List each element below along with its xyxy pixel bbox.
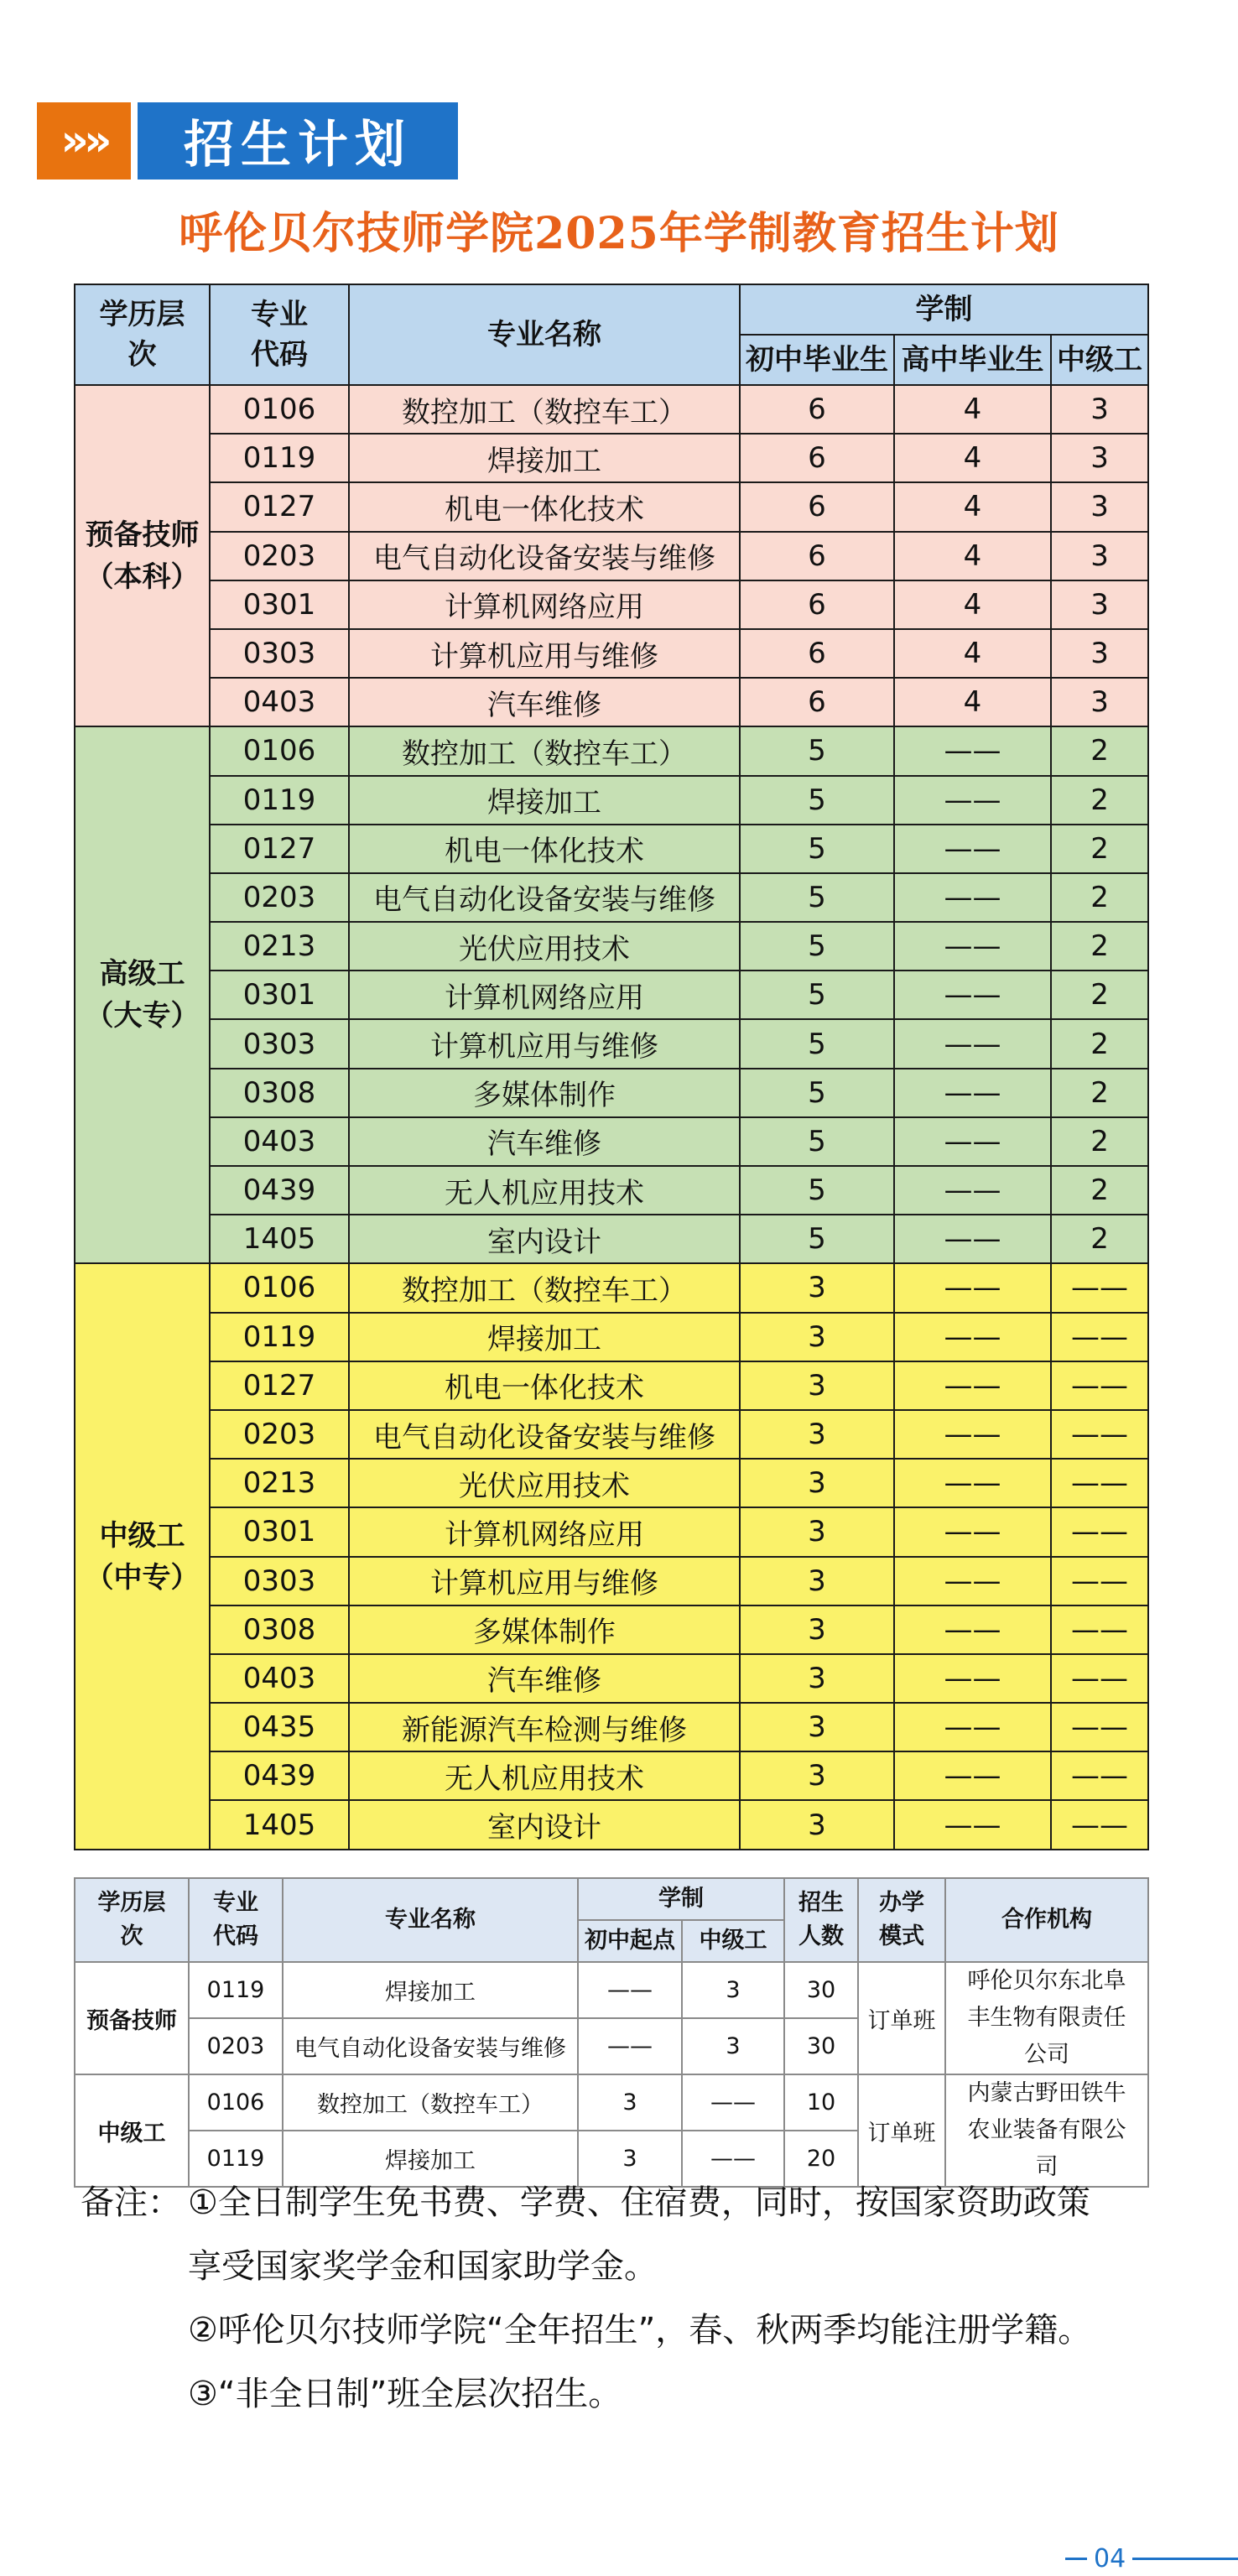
junior-cell: 5	[740, 1069, 894, 1117]
name-cell: 新能源汽车检测与维修	[349, 1703, 740, 1751]
mid-cell: 2	[1051, 776, 1148, 825]
level-cell: 中级工（中专）	[75, 1263, 210, 1849]
junior-cell: 5	[740, 776, 894, 825]
code-cell: 0119	[189, 2131, 283, 2187]
table-row	[75, 2074, 1148, 2131]
junior-cell: 5	[740, 1117, 894, 1166]
code-cell: 0439	[210, 1166, 349, 1215]
mid-cell: 2	[1051, 825, 1148, 873]
mid-cell: ——	[1051, 1800, 1148, 1849]
table-row	[75, 434, 1148, 482]
sub-header-mid: 中级工	[682, 1920, 784, 1962]
senior-cell: ——	[894, 1166, 1051, 1215]
sub-header-count: 招生人数	[784, 1878, 858, 1962]
name-cell: 计算机网络应用	[349, 580, 740, 629]
code-cell: 0303	[210, 629, 349, 678]
senior-cell: 4	[894, 482, 1051, 531]
senior-cell: ——	[894, 1507, 1051, 1556]
junior-cell: 6	[740, 629, 894, 678]
mid-cell: 2	[1051, 726, 1148, 775]
sub-header-partner: 合作机构	[945, 1878, 1148, 1962]
senior-cell: ——	[894, 873, 1051, 922]
page-number-dash	[1065, 2558, 1087, 2560]
note-3: ③“非全日制”班全层次招生。	[188, 2375, 622, 2413]
junior-cell: 5	[740, 971, 894, 1019]
code-cell: 0308	[210, 1069, 349, 1117]
name-cell: 计算机应用与维修	[349, 629, 740, 678]
mid-cell: 3	[1051, 434, 1148, 482]
code-cell: 0303	[210, 1019, 349, 1068]
level-cell: 预备技师（本科）	[75, 385, 210, 726]
junior-cell: 3	[740, 1263, 894, 1312]
mid-cell: ——	[1051, 1313, 1148, 1361]
senior-cell: ——	[894, 726, 1051, 775]
name-cell: 数控加工（数控车工）	[349, 726, 740, 775]
code-cell: 0106	[189, 2074, 283, 2131]
mid-cell: 3	[1051, 629, 1148, 678]
senior-cell: ——	[894, 776, 1051, 825]
table-row	[75, 1557, 1148, 1605]
notes-label: 备注：	[81, 2183, 181, 2222]
name-cell: 焊接加工	[349, 434, 740, 482]
table-row	[75, 726, 1148, 775]
junior-cell: 5	[740, 726, 894, 775]
senior-cell: ——	[894, 1459, 1051, 1507]
table-row	[75, 629, 1148, 678]
table-row	[75, 776, 1148, 825]
sub-header-name: 专业名称	[283, 1878, 578, 1962]
sub-header-level: 学历层次	[75, 1878, 189, 1962]
header-senior: 高中毕业生	[894, 335, 1051, 385]
junior-cell: 3	[740, 1605, 894, 1654]
name-cell: 电气自动化设备安装与维修	[283, 2018, 578, 2074]
name-cell: 焊接加工	[283, 2131, 578, 2187]
junior-cell: 6	[740, 532, 894, 580]
name-cell: 无人机应用技术	[349, 1751, 740, 1800]
senior-cell: ——	[894, 1215, 1051, 1263]
junior-cell: 6	[740, 385, 894, 434]
senior-cell: 4	[894, 434, 1051, 482]
name-cell: 焊接加工	[349, 776, 740, 825]
name-cell: 焊接加工	[349, 1313, 740, 1361]
name-cell: 数控加工（数控车工）	[349, 385, 740, 434]
code-cell: 0203	[210, 1410, 349, 1459]
junior-cell: 5	[740, 825, 894, 873]
table-row	[75, 1459, 1148, 1507]
senior-cell: ——	[894, 1361, 1051, 1410]
mid-cell: 3	[682, 1962, 784, 2018]
code-cell: 0213	[210, 922, 349, 971]
name-cell: 多媒体制作	[349, 1069, 740, 1117]
table-row	[75, 1751, 1148, 1800]
code-cell: 0119	[210, 1313, 349, 1361]
code-cell: 0439	[210, 1751, 349, 1800]
code-cell: 1405	[210, 1800, 349, 1849]
table-row	[75, 532, 1148, 580]
code-cell: 0301	[210, 580, 349, 629]
partner-cell: 呼伦贝尔东北阜丰生物有限责任公司	[945, 1962, 1148, 2074]
table-row	[75, 922, 1148, 971]
header-name: 专业名称	[349, 284, 740, 385]
junior-cell: 5	[740, 873, 894, 922]
name-cell: 无人机应用技术	[349, 1166, 740, 1215]
mode-cell: 订单班	[858, 1962, 945, 2074]
senior-cell: ——	[894, 1800, 1051, 1849]
name-cell: 光伏应用技术	[349, 922, 740, 971]
senior-cell: 4	[894, 580, 1051, 629]
name-cell: 数控加工（数控车工）	[283, 2074, 578, 2131]
table-row	[75, 971, 1148, 1019]
table-row	[75, 1019, 1148, 1068]
code-cell: 0119	[210, 434, 349, 482]
header-mid: 中级工	[1051, 335, 1148, 385]
table-row	[75, 1605, 1148, 1654]
mid-cell: ——	[682, 2074, 784, 2131]
junior-cell: 5	[740, 1215, 894, 1263]
table-row	[75, 1361, 1148, 1410]
mid-cell: 3	[1051, 678, 1148, 726]
code-cell: 0403	[210, 1654, 349, 1703]
mid-cell: 3	[1051, 385, 1148, 434]
junior-cell: 6	[740, 482, 894, 531]
table-row	[75, 1166, 1148, 1215]
name-cell: 电气自动化设备安装与维修	[349, 532, 740, 580]
mid-cell: ——	[682, 2131, 784, 2187]
junior-start-cell: ——	[578, 1962, 682, 2018]
senior-cell: ——	[894, 1313, 1051, 1361]
senior-cell: ——	[894, 1019, 1051, 1068]
mid-cell: ——	[1051, 1361, 1148, 1410]
section-title: 招生计划	[138, 102, 458, 180]
code-cell: 0127	[210, 482, 349, 531]
code-cell: 0119	[189, 1962, 283, 2018]
count-cell: 20	[784, 2131, 858, 2187]
junior-start-cell: 3	[578, 2131, 682, 2187]
code-cell: 0435	[210, 1703, 349, 1751]
junior-cell: 5	[740, 1019, 894, 1068]
chevrons-icon: »»	[37, 102, 131, 180]
code-cell: 0403	[210, 1117, 349, 1166]
name-cell: 焊接加工	[283, 1962, 578, 2018]
level-cell: 预备技师	[75, 1962, 189, 2074]
senior-cell: 4	[894, 678, 1051, 726]
mid-cell: ——	[1051, 1263, 1148, 1312]
name-cell: 光伏应用技术	[349, 1459, 740, 1507]
name-cell: 机电一体化技术	[349, 482, 740, 531]
mid-cell: 3	[1051, 532, 1148, 580]
name-cell: 室内设计	[349, 1215, 740, 1263]
mid-cell: 2	[1051, 1215, 1148, 1263]
junior-cell: 6	[740, 678, 894, 726]
junior-cell: 3	[740, 1361, 894, 1410]
enrollment-plan-table	[74, 284, 1149, 1850]
code-cell: 0203	[210, 873, 349, 922]
junior-cell: 3	[740, 1800, 894, 1849]
table-row	[75, 1703, 1148, 1751]
document-title: 呼伦贝尔技师学院2025年学制教育招生计划	[179, 208, 1059, 259]
name-cell: 计算机应用与维修	[349, 1557, 740, 1605]
junior-cell: 5	[740, 1166, 894, 1215]
notes	[81, 2171, 1171, 2426]
name-cell: 汽车维修	[349, 1654, 740, 1703]
header-junior: 初中毕业生	[740, 335, 894, 385]
senior-cell: 4	[894, 385, 1051, 434]
sub-header-mode: 办学模式	[858, 1878, 945, 1962]
name-cell: 室内设计	[349, 1800, 740, 1849]
table-row	[75, 1263, 1148, 1312]
name-cell: 电气自动化设备安装与维修	[349, 1410, 740, 1459]
code-cell: 0308	[210, 1605, 349, 1654]
senior-cell: ——	[894, 1654, 1051, 1703]
note-1-continued: 享受国家奖学金和国家助学金。	[188, 2247, 658, 2286]
table-row	[75, 1215, 1148, 1263]
mid-cell: 2	[1051, 1019, 1148, 1068]
junior-cell: 3	[740, 1654, 894, 1703]
name-cell: 电气自动化设备安装与维修	[349, 873, 740, 922]
junior-start-cell: ——	[578, 2018, 682, 2074]
mid-cell: 2	[1051, 971, 1148, 1019]
sub-header-code: 专业代码	[189, 1878, 283, 1962]
senior-cell: ——	[894, 1117, 1051, 1166]
table-row	[75, 1962, 1148, 2018]
note-2: ②呼伦贝尔技师学院“全年招生”，春、秋两季均能注册学籍。	[188, 2311, 1092, 2350]
page-number	[1065, 2542, 1238, 2575]
section-banner	[37, 102, 458, 180]
junior-start-cell: 3	[578, 2074, 682, 2131]
code-cell: 0127	[210, 1361, 349, 1410]
code-cell: 0203	[189, 2018, 283, 2074]
mid-cell: ——	[1051, 1507, 1148, 1556]
mode-cell: 订单班	[858, 2074, 945, 2187]
mid-cell: 2	[1051, 1117, 1148, 1166]
count-cell: 30	[784, 1962, 858, 2018]
mid-cell: 3	[1051, 580, 1148, 629]
sub-header-xuezhi: 学制	[578, 1878, 784, 1920]
mid-cell: 3	[1051, 482, 1148, 531]
junior-cell: 3	[740, 1557, 894, 1605]
main-table-body	[75, 385, 1148, 1850]
mid-cell: 3	[682, 2018, 784, 2074]
senior-cell: ——	[894, 1410, 1051, 1459]
table-row	[75, 678, 1148, 726]
table-row	[75, 825, 1148, 873]
junior-cell: 3	[740, 1507, 894, 1556]
name-cell: 计算机应用与维修	[349, 1019, 740, 1068]
mid-cell: ——	[1051, 1557, 1148, 1605]
mid-cell: 2	[1051, 1166, 1148, 1215]
junior-cell: 3	[740, 1751, 894, 1800]
name-cell: 数控加工（数控车工）	[349, 1263, 740, 1312]
senior-cell: 4	[894, 629, 1051, 678]
table-row	[75, 1410, 1148, 1459]
junior-cell: 6	[740, 580, 894, 629]
header-level: 学历层次	[75, 284, 210, 385]
senior-cell: ——	[894, 922, 1051, 971]
table-row	[75, 1117, 1148, 1166]
code-cell: 0301	[210, 1507, 349, 1556]
sub-table-body	[75, 1962, 1148, 2187]
mid-cell: ——	[1051, 1410, 1148, 1459]
junior-cell: 3	[740, 1410, 894, 1459]
table-row	[75, 873, 1148, 922]
name-cell: 机电一体化技术	[349, 1361, 740, 1410]
senior-cell: ——	[894, 1751, 1051, 1800]
senior-cell: ——	[894, 1263, 1051, 1312]
senior-cell: ——	[894, 825, 1051, 873]
code-cell: 0303	[210, 1557, 349, 1605]
code-cell: 0213	[210, 1459, 349, 1507]
sub-header-junior-start: 初中起点	[578, 1920, 682, 1962]
header-code: 专业代码	[210, 284, 349, 385]
order-class-table	[74, 1877, 1149, 2188]
mid-cell: 2	[1051, 1069, 1148, 1117]
mid-cell: 2	[1051, 873, 1148, 922]
mid-cell: ——	[1051, 1605, 1148, 1654]
code-cell: 0203	[210, 532, 349, 580]
senior-cell: ——	[894, 971, 1051, 1019]
senior-cell: 4	[894, 532, 1051, 580]
code-cell: 0106	[210, 385, 349, 434]
senior-cell: ——	[894, 1557, 1051, 1605]
name-cell: 计算机网络应用	[349, 971, 740, 1019]
page-number-text: 04	[1094, 2543, 1126, 2573]
senior-cell: ——	[894, 1703, 1051, 1751]
level-cell: 中级工	[75, 2074, 189, 2187]
code-cell: 0403	[210, 678, 349, 726]
code-cell: 0106	[210, 1263, 349, 1312]
table-row	[75, 1069, 1148, 1117]
partner-cell: 内蒙古野田铁牛农业装备有限公司	[945, 2074, 1148, 2187]
table-row	[75, 1507, 1148, 1556]
mid-cell: ——	[1051, 1703, 1148, 1751]
code-cell: 0119	[210, 776, 349, 825]
page-number-rule	[1132, 2558, 1238, 2560]
mid-cell: ——	[1051, 1654, 1148, 1703]
senior-cell: ——	[894, 1069, 1051, 1117]
mid-cell: ——	[1051, 1459, 1148, 1507]
count-cell: 10	[784, 2074, 858, 2131]
table-row	[75, 1654, 1148, 1703]
mid-cell: 2	[1051, 922, 1148, 971]
junior-cell: 3	[740, 1703, 894, 1751]
code-cell: 1405	[210, 1215, 349, 1263]
senior-cell: ——	[894, 1605, 1051, 1654]
table-row	[75, 1313, 1148, 1361]
name-cell: 汽车维修	[349, 678, 740, 726]
level-cell: 高级工（大专）	[75, 726, 210, 1263]
table-row	[75, 482, 1148, 531]
name-cell: 汽车维修	[349, 1117, 740, 1166]
name-cell: 多媒体制作	[349, 1605, 740, 1654]
name-cell: 机电一体化技术	[349, 825, 740, 873]
note-1: ①全日制学生免书费、学费、住宿费，同时，按国家资助政策	[188, 2183, 1090, 2222]
table-row	[75, 580, 1148, 629]
junior-cell: 3	[740, 1459, 894, 1507]
header-xuezhi: 学制	[740, 284, 1148, 335]
table-row	[75, 1800, 1148, 1849]
count-cell: 30	[784, 2018, 858, 2074]
code-cell: 0301	[210, 971, 349, 1019]
junior-cell: 3	[740, 1313, 894, 1361]
code-cell: 0106	[210, 726, 349, 775]
table-row	[75, 385, 1148, 434]
name-cell: 计算机网络应用	[349, 1507, 740, 1556]
junior-cell: 5	[740, 922, 894, 971]
junior-cell: 6	[740, 434, 894, 482]
mid-cell: ——	[1051, 1751, 1148, 1800]
code-cell: 0127	[210, 825, 349, 873]
